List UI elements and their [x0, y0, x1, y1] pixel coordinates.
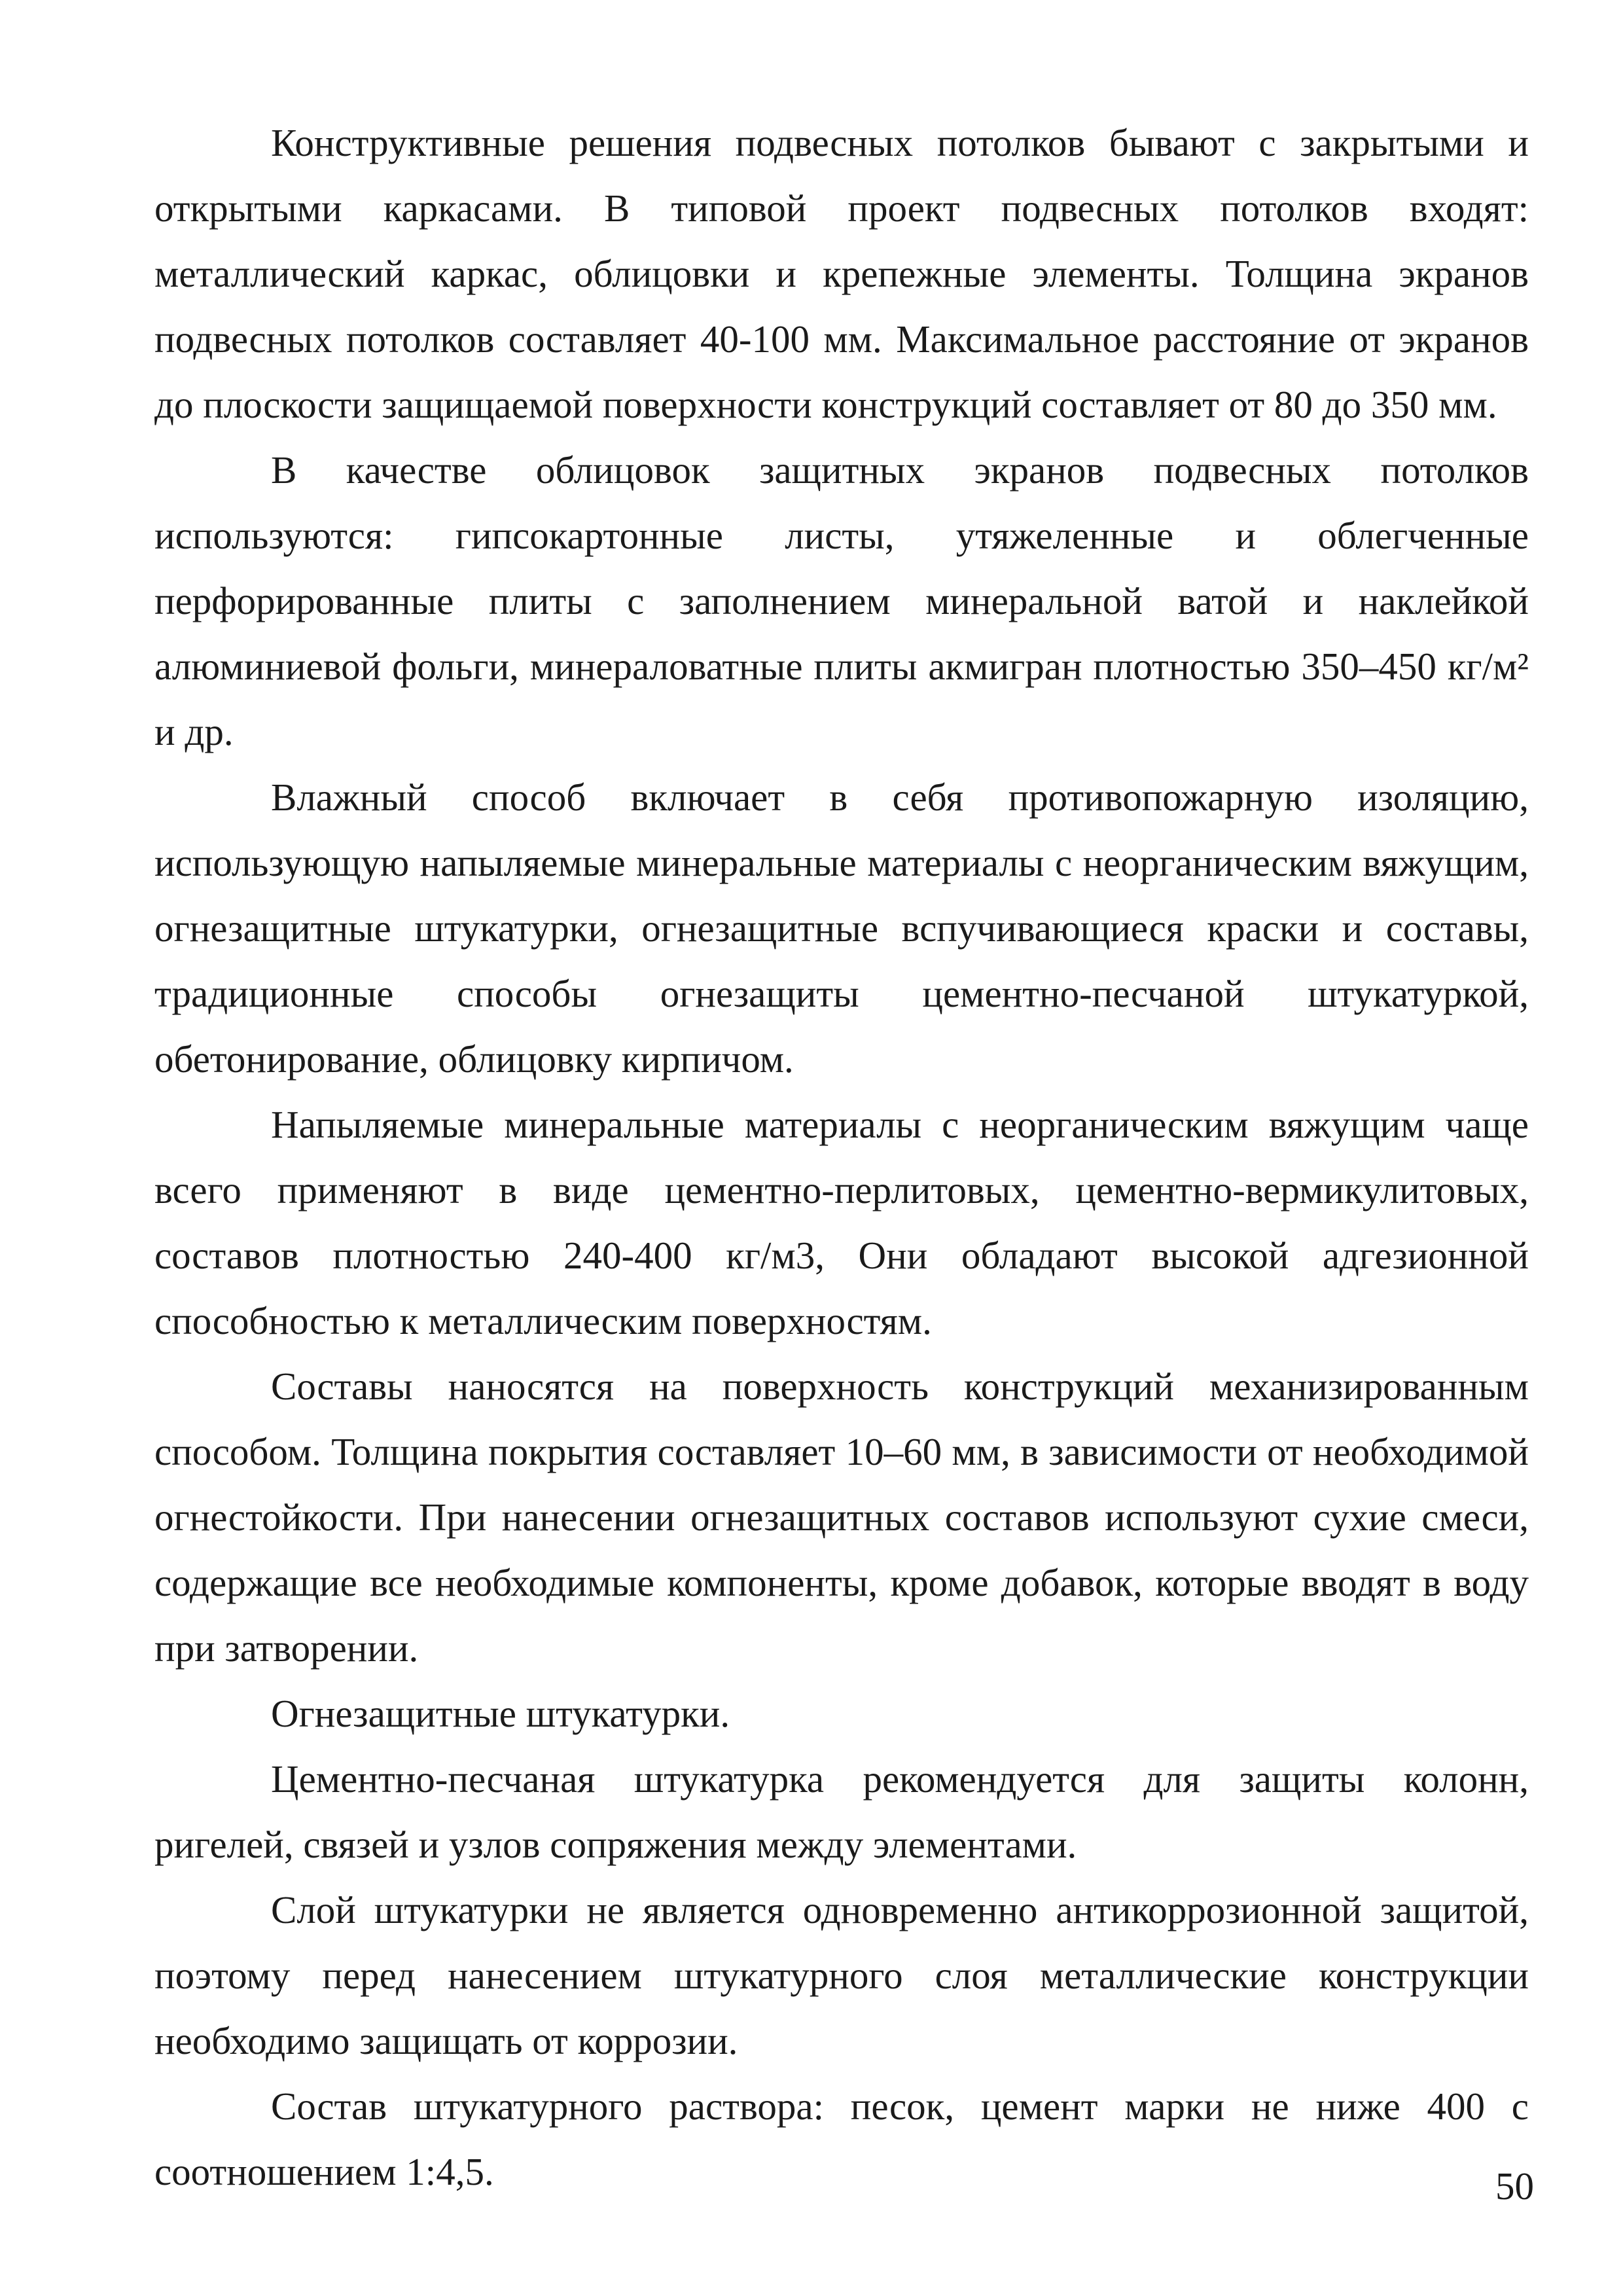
paragraph-mortar-composition: Состав штукатурного раствора: песок, цемент марки не ниже 400 с соотношением 1:4,5. — [154, 2085, 1529, 2193]
page-number: 50 — [1495, 2164, 1534, 2208]
paragraph-sprayed-materials: Напыляемые минеральные материалы с неорганическим вяжущим чаще всего применяют в виде цементно-перлитовых, цементно-вермикулитовых, составов плотностью 240-400 кг/м3, Они обладают высокой адгезионной способностью к металлическим поверхностям. — [154, 1103, 1529, 1342]
paragraph-wet-method: Влажный способ включает в себя противопожарную изоляцию, использующую напыляемые минеральные материалы с неорганическим вяжущим, огнезащитные штукатурки, огнезащитные вспучивающиеся краски и составы, традиционные способы огнезащиты цементно-песчаной штукатуркой, обетонирование, облицовку кирпичом. — [154, 776, 1529, 1081]
paragraph-corrosion-protection: Слой штукатурки не является одновременно антикоррозионной защитой, поэтому перед нанесением штукатурного слоя металлические конструкции необходимо защищать от коррозии. — [154, 1888, 1529, 2062]
paragraph-cement-sand-plaster: Цементно-песчаная штукатурка рекомендуется для защиты колонн, ригелей, связей и узлов сопряжения между элементами. — [154, 1757, 1529, 1866]
paragraph-application: Составы наносятся на поверхность конструкций механизированным способом. Толщина покрытия составляет 10–60 мм, в зависимости от необходимой огнестойкости. При нанесении огнезащитных составов используют сухие смеси, содержащие все необходимые компоненты, кроме добавок, которые вводят в воду при затворении. — [154, 1365, 1529, 1670]
document-body — [154, 110, 1529, 2204]
paragraph-suspended-ceilings: Конструктивные решения подвесных потолков бывают с закрытыми и открытыми каркасами. В типовой проект подвесных потолков входят: металлический каркас, облицовки и крепежные элементы. Толщина экранов подвесных потолков составляет 40-100 мм. Максимальное расстояние от экранов до плоскости защищаемой поверхности конструкций составляет от 80 до 350 мм. — [154, 121, 1529, 426]
paragraph-fireproof-plasters-heading: Огнезащитные штукатурки. — [271, 1692, 730, 1735]
paragraph-cladding-materials: В качестве облицовок защитных экранов подвесных потолков используются: гипсокартонные листы, утяжеленные и облегченные перфорированные плиты с заполнением минеральной ватой и наклейкой алюминиевой фольги, минераловатные плиты акмигран плотностью 350–450 кг/м² и др. — [154, 448, 1529, 753]
